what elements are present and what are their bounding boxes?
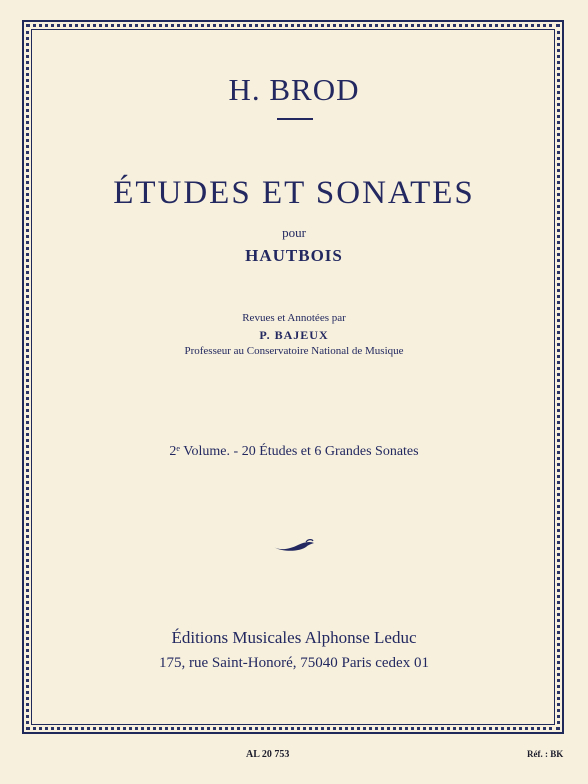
instrument-name: HAUTBOIS [245, 246, 343, 265]
publisher-name: Éditions Musicales Alphonse Leduc [171, 628, 417, 647]
pour-text: pour [282, 225, 306, 240]
reference-code: Réf. : BK [527, 749, 564, 759]
revised-by-text: Revues et Annotées par [242, 312, 346, 324]
border-frame-inner [31, 29, 555, 725]
work-title: ÉTUDES ET SONATES [113, 175, 475, 211]
catalog-number: AL 20 753 [246, 749, 290, 760]
flourish-ornament-icon [272, 536, 316, 554]
composer-name: H. BROD [228, 72, 360, 107]
volume-info: 2ᵉ Volume. - 20 Études et 6 Grandes Sonates [169, 444, 419, 459]
title-rule [277, 118, 313, 120]
editor-title: Professeur au Conservatoire National de Musique [184, 345, 404, 357]
publisher-address: 175, rue Saint-Honoré, 75040 Paris cedex 01 [159, 655, 429, 671]
editor-name: P. BAJEUX [259, 328, 329, 342]
